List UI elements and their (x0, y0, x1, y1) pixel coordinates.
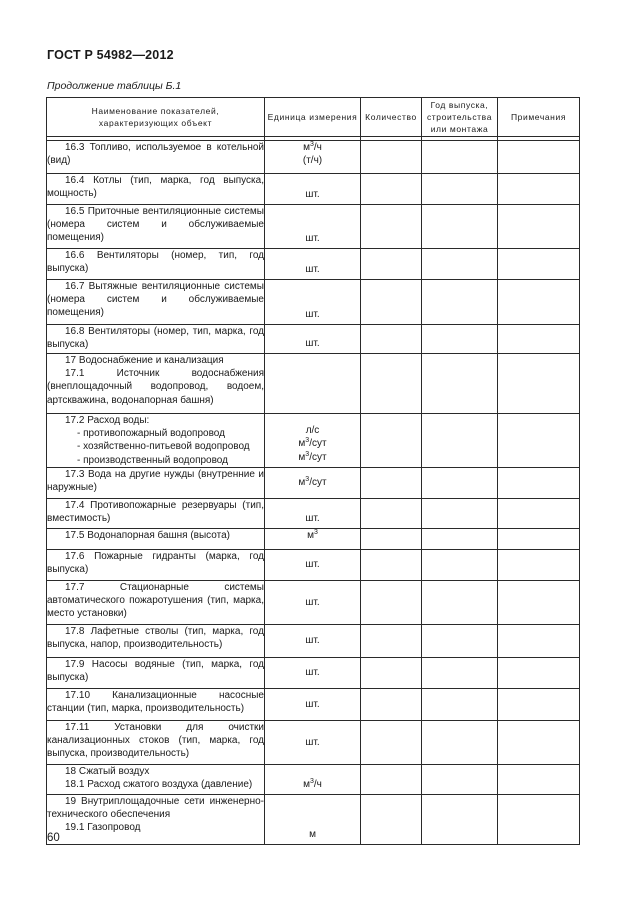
row-name: 17.4 Противопожарные резервуары (тип, вместимость) (47, 498, 265, 528)
table-row (47, 354, 580, 414)
row-unit: шт. (265, 657, 361, 688)
row-name: 17.3 Вода на другие нужды (внутренние и наружные) (47, 467, 265, 498)
page-number: 60 (47, 832, 60, 844)
table-row (47, 720, 580, 764)
table-row (47, 280, 580, 325)
table-row (47, 657, 580, 688)
row-name: 16.3 Топливо, используемое в котельной (вид) (47, 141, 265, 174)
table-row (47, 549, 580, 580)
row-name: 16.8 Вентиляторы (номер, тип, марка, год выпуска) (47, 325, 265, 354)
data-table (46, 97, 580, 845)
row-unit: шт. (265, 325, 361, 354)
row-unit: шт. (265, 205, 361, 249)
table-row (47, 794, 580, 844)
table-row (47, 498, 580, 528)
row-name: 17 Водоснабжение и канализация 17.1 Источник водоснабжения (внеплощадочный водопровод, водоем, артскважина, водонапорная башня) (47, 354, 265, 414)
row-name: 16.7 Вытяжные вентиляционные системы (номера систем и обслуживаемые помещения) (47, 280, 265, 325)
row-name: 17.11 Установки для очистки канализационных стоков (тип, марка, год выпуска, производительность) (47, 720, 265, 764)
table-header-row (47, 98, 580, 137)
column-header-notes: Примечания (498, 98, 580, 137)
row-unit: $м^3/ч$ (265, 764, 361, 794)
table-row (47, 249, 580, 280)
row-unit (265, 354, 361, 414)
row-unit: шт. (265, 498, 361, 528)
row-name: 18 Сжатый воздух 18.1 Расход сжатого воздуха (давление) (47, 764, 265, 794)
row-unit: $м^3$/сут (265, 467, 361, 498)
table-row (47, 580, 580, 624)
document-header: ГОСТ Р 54982—2012 (47, 48, 174, 62)
row-name: 17.5 Водонапорная башня (высота) (47, 528, 265, 549)
row-name: 17.10 Канализационные насосные станции (тип, марка, производительность) (47, 688, 265, 720)
row-unit: шт. (265, 174, 361, 205)
column-header-quantity: Количество (361, 98, 422, 137)
row-name: 17.6 Пожарные гидранты (марка, год выпуска) (47, 549, 265, 580)
table-row (47, 325, 580, 354)
table-row (47, 205, 580, 249)
table-row (47, 624, 580, 657)
row-unit: $м^3/ч$ (т/ч) (265, 141, 361, 174)
row-name: 17.8 Лафетные стволы (тип, марка, год выпуска, напор, производительность) (47, 624, 265, 657)
row-unit: л/с $м^3$/сут $м^3$/сут (265, 414, 361, 468)
row-unit: шт. (265, 249, 361, 280)
row-unit: шт. (265, 720, 361, 764)
row-unit: шт. (265, 549, 361, 580)
column-header-unit: Единица измерения (265, 98, 361, 137)
table-caption: Продолжение таблицы Б.1 (47, 80, 182, 92)
table-row (47, 141, 580, 174)
row-name: 19 Внутриплощадочные сети инженерно-технического обеспечения 19.1 Газопровод (47, 794, 265, 844)
table-row (47, 467, 580, 498)
row-name: 17.9 Насосы водяные (тип, марка, год выпуска) (47, 657, 265, 688)
row-unit: $м^3$ (265, 528, 361, 549)
row-name: 17.7 Стационарные системы автоматического пожаротушения (тип, марка, место установки) (47, 580, 265, 624)
row-name: 17.2 Расход воды: - противопожарный водопровод - хозяйственно-питьевой водопровод - производственный водопровод (47, 414, 265, 468)
row-name: 16.6 Вентиляторы (номер, тип, год выпуска) (47, 249, 265, 280)
row-unit: шт. (265, 688, 361, 720)
table-row (47, 688, 580, 720)
row-name: 16.5 Приточные вентиляционные системы (номера систем и обслуживаемые помещения) (47, 205, 265, 249)
column-header-name: Наименование показателей, характеризующих объект (47, 98, 265, 137)
row-unit: шт. (265, 624, 361, 657)
column-header-year: Год выпуска, строительства или монтажа (422, 98, 498, 137)
row-name: 16.4 Котлы (тип, марка, год выпуска, мощность) (47, 174, 265, 205)
table-row (47, 764, 580, 794)
row-unit: м (265, 794, 361, 844)
row-unit: шт. (265, 280, 361, 325)
table-row (47, 174, 580, 205)
table-row (47, 528, 580, 549)
table-row (47, 414, 580, 468)
row-unit: шт. (265, 580, 361, 624)
